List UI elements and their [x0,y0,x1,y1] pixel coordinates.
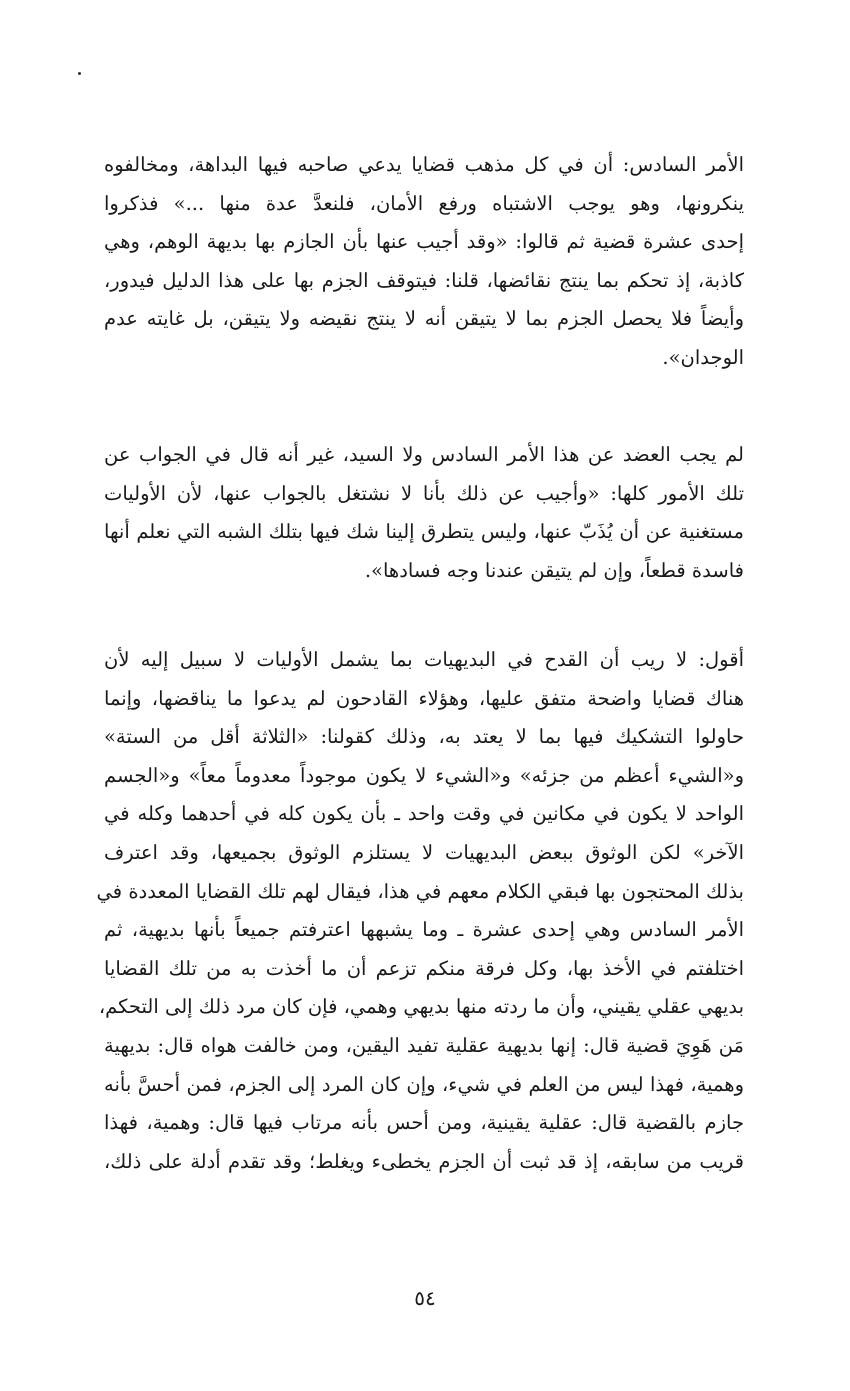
text-line: هناك قضايا واضحة متفق عليها، وهؤلاء القادحون لم يدعوا ما يناقضها، وإنما [104,686,744,710]
paragraph-2 [104,436,744,590]
text-line: مستغنية عن أن يُذَبّ عنها، وليس يتطرق إلينا شك فيها بتلك الشبه التي نعلم أنها [104,520,744,544]
paragraph-3 [96,641,744,1181]
text-line: وهمية، فهذا ليس من العلم في شيء، وإن كان المرد إلى الجزم، فمن أحسَّ بأنه [104,1072,744,1096]
text-line: جازم بالقضية قال: عقلية يقينية، ومن أحس بأنه مرتاب فيها قال: وهمية، فهذا [104,1111,744,1135]
text-line: بذلك المحتجون بها فبقي الكلام معهم في هذا، فيقال لهم تلك القضايا المعددة في [96,879,744,903]
text-line: ينكرونها، وهو يوجب الاشتباه ورفع الأمان، فلنعدَّ عدة منها ...» فذكروا [104,191,744,215]
page-number: ٥٤ [414,1286,436,1310]
text-line: قريب من سابقه، إذ قد ثبت أن الجزم يخطىء ويغلط؛ وقد تقدم أدلة على ذلك، [104,1149,744,1173]
text-line: فاسدة قطعاً، وإن لم يتيقن عندنا وجه فسادها». [364,558,744,582]
text-line: تلك الأمور كلها: «وأجيب عن ذلك بأنا لا نشتغل بالجواب عنها، لأن الأوليات [104,481,744,505]
text-line: أقول: لا ريب أن القدح في البديهيات بما يشمل الأوليات لا سبيل إليه لأن [104,648,744,671]
text-line: الأمر السادس: أن في كل مذهب قضايا يدعي صاحبه فيها البداهة، ومخالفوه [104,153,744,176]
text-line: حاولوا التشكيك فيها بما لا يعتد به، وذلك كقولنا: «الثلاثة أقل من الستة» [104,725,744,749]
paragraph-1 [104,146,744,378]
text-line: و«الشيء أعظم من جزئه» و«الشيء لا يكون موجوداً معدوماً معاً» و«الجسم [104,763,744,787]
scan-speck [78,72,81,75]
text-line: وأيضاً فلا يحصل الجزم بما لا يتيقن أنه لا ينتج نقيضه ولا يتيقن، بل غايته عدم [104,307,744,331]
text-line: الواحد لا يكون في مكانين في وقت واحد ـ بأن يكون كله في أحدهما وكله في [104,802,744,826]
text-line: اختلفتم في الأخذ بها، وكل فرقة منكم تزعم أن ما أخذت به من تلك القضايا [104,956,744,980]
text-line: إحدى عشرة قضية ثم قالوا: «وقد أجيب عنها بأن الجازم بها بديهة الوهم، وهي [104,230,744,254]
text-line: لم يجب العضد عن هذا الأمر السادس ولا السيد، غير أنه قال في الجواب عن [104,443,744,466]
text-line: مَن هَوِيَ قضية قال: إنها بديهية عقلية تفيد اليقين، ومن خالفت هواه قال: بديهية [104,1033,744,1057]
text-line: كاذبة، إذ تحكم بما ينتج نقائضها، قلنا: فيتوقف الجزم بها على هذا الدليل فيدور، [104,268,744,292]
text-line: الوجدان». [662,345,744,369]
text-line: بديهي عقلي يقيني، وأن ما ردته منها بديهي وهمي، فإن كان مرد ذلك إلى التحكم، [98,995,744,1019]
text-line: الأمر السادس وهي إحدى عشرة ـ وما يشبهها اعترفتم جميعاً بأنها بديهية، ثم [104,918,744,942]
text-line: الآخر» لكن الوثوق ببعض البديهيات لا يستلزم الوثوق بجميعها، وقد اعترف [104,840,744,864]
